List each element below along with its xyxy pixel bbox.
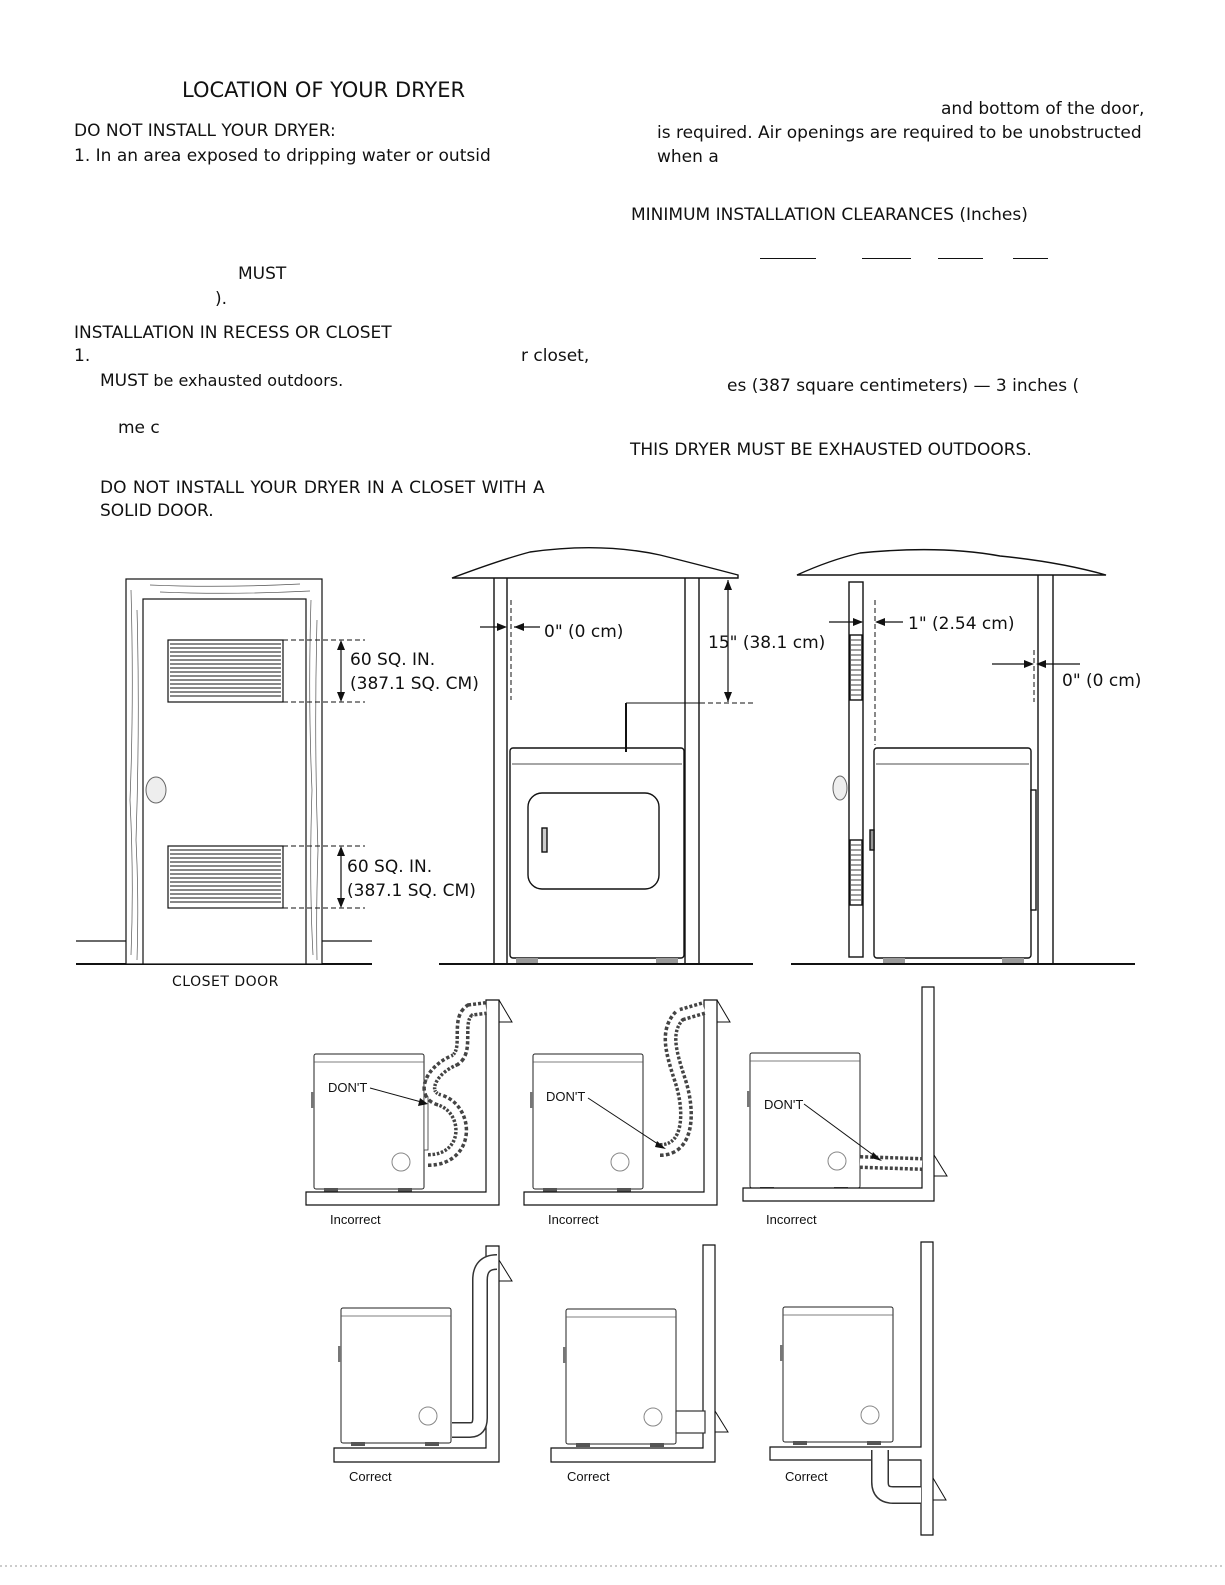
correct-diagram-1 xyxy=(334,1246,512,1462)
recess-exhaust-text: be exhausted outdoors. xyxy=(148,371,344,390)
correct-caption-2: Correct xyxy=(567,1469,610,1484)
recess-must: MUST xyxy=(100,371,149,391)
correct-diagram-2 xyxy=(551,1245,728,1462)
recess-front-figure xyxy=(439,548,753,964)
right-fragment-4: es (387 square centimeters) — 3 inches ( xyxy=(727,376,1080,396)
vent-bottom-label-1: 60 SQ. IN. xyxy=(347,857,433,877)
paren-close: ). xyxy=(215,289,228,309)
incorrect-caption-3: Incorrect xyxy=(766,1212,817,1227)
front-clearance-label: 1" (2.54 cm) xyxy=(908,614,1015,634)
right-fragment-3: when a xyxy=(657,147,719,167)
recess-item-number: 1. xyxy=(74,346,91,366)
incorrect-caption-1: Incorrect xyxy=(330,1212,381,1227)
clearances-heading: MINIMUM INSTALLATION CLEARANCES (Inches) xyxy=(631,205,1028,225)
closet-warning-line1: DO NOT INSTALL YOUR DRYER IN A CLOSET WITH A xyxy=(100,478,545,498)
vent-bottom-label-2: (387.1 SQ. CM) xyxy=(347,881,476,901)
must-word: MUST xyxy=(238,264,287,284)
right-fragment-2: is required. Air openings are required to be unobstructed xyxy=(657,123,1142,143)
door-knob xyxy=(146,777,166,803)
door-vent-top xyxy=(168,640,283,702)
vent-top-label-2: (387.1 SQ. CM) xyxy=(350,674,479,694)
do-not-item-1: 1. In an area exposed to dripping water or outsid xyxy=(74,146,491,166)
exhaust-heading: THIS DRYER MUST BE EXHAUSTED OUTDOORS. xyxy=(630,440,1032,460)
do-not-install-heading: DO NOT INSTALL YOUR DRYER: xyxy=(74,121,336,141)
recess-fragment: me c xyxy=(118,418,160,438)
door-vent-bottom xyxy=(168,846,283,908)
right-fragment-1: and bottom of the door, xyxy=(941,99,1145,119)
side-clearance-label: 0" (0 cm) xyxy=(544,622,624,642)
correct-diagram-3 xyxy=(770,1242,946,1535)
page-title: LOCATION OF YOUR DRYER xyxy=(182,78,466,102)
vent-top-label-1: 60 SQ. IN. xyxy=(350,650,436,670)
recess-heading: INSTALLATION IN RECESS OR CLOSET xyxy=(74,323,392,343)
dont-label-2: DON'T xyxy=(546,1089,586,1104)
recess-item-tail: r closet, xyxy=(521,346,590,366)
incorrect-caption-2: Incorrect xyxy=(548,1212,599,1227)
dont-label-3: DON'T xyxy=(764,1097,804,1112)
correct-caption-1: Correct xyxy=(349,1469,392,1484)
rear-clearance-label: 0" (0 cm) xyxy=(1062,671,1142,691)
closet-warning-line2: SOLID DOOR. xyxy=(100,501,214,521)
dont-label-1: DON'T xyxy=(328,1080,368,1095)
incorrect-diagram-1 xyxy=(306,1000,512,1205)
closet-door-caption: CLOSET DOOR xyxy=(172,974,279,990)
top-clearance-label: 15" (38.1 cm) xyxy=(708,633,826,653)
recess-side-figure xyxy=(791,550,1135,964)
correct-caption-3: Correct xyxy=(785,1469,828,1484)
